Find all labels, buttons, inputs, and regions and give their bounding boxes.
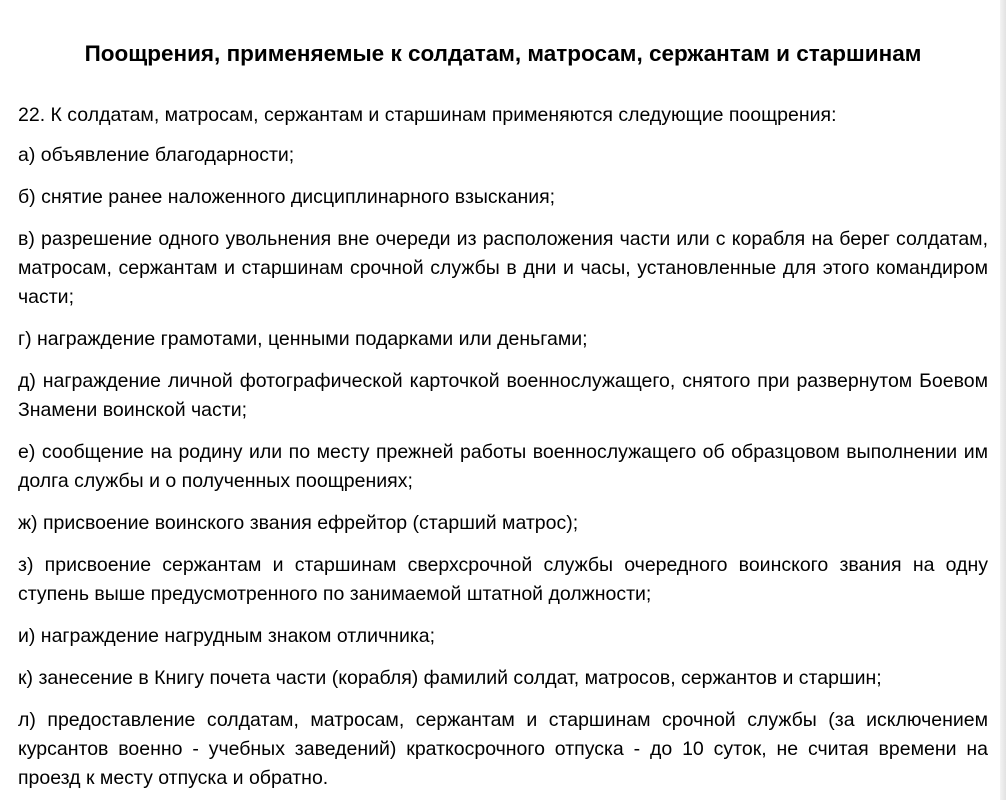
reward-item-v: в) разрешение одного увольнения вне очереди из расположения части или с корабля на берег солдатам, матросам, сержантам и старшинам срочной службы в дни и часы, установленные для этого командиром части; [18, 228, 988, 308]
reward-item-z: з) присвоение сержантам и старшинам сверхсрочной службы очередного воинского звания на одну ступень выше предусмотренного по занимаемой штатной должности; [18, 554, 988, 605]
reward-item-d: д) награждение личной фотографической карточкой военнослужащего, снятого при развернутом Боевом Знамени воинской части; [18, 370, 988, 421]
reward-item-a: а) объявление благодарности; [18, 144, 295, 166]
intro-paragraph: 22. К солдатам, матросам, сержантам и старшинам применяются следующие поощрения: [18, 104, 837, 126]
rewards-list [18, 141, 988, 793]
reward-item-l: л) предоставление солдатам, матросам, сержантам и старшинам срочной службы (за исключением курсантов военно - учебных заведений) краткосрочного отпуска - до 10 суток, не считая времени на проезд к месту отпуска и обратно. [18, 709, 988, 789]
document-title: Поощрения, применяемые к солдатам, матросам, сержантам и старшинам [84, 41, 922, 66]
reward-item-i: и) награждение нагрудным знаком отличника; [18, 625, 436, 647]
reward-item-b: б) снятие ранее наложенного дисциплинарного взыскания; [18, 186, 556, 208]
reward-item-g: г) награждение грамотами, ценными подарками или деньгами; [18, 328, 588, 350]
reward-item-e: е) сообщение на родину или по месту прежней работы военнослужащего об образцовом выполнении им долга службы и о полученных поощрениях; [18, 441, 988, 492]
reward-item-k: к) занесение в Книгу почета части (корабля) фамилий солдат, матросов, сержантов и старшин; [18, 667, 882, 689]
reward-item-zh: ж) присвоение воинского звания ефрейтор (старший матрос); [18, 512, 579, 534]
